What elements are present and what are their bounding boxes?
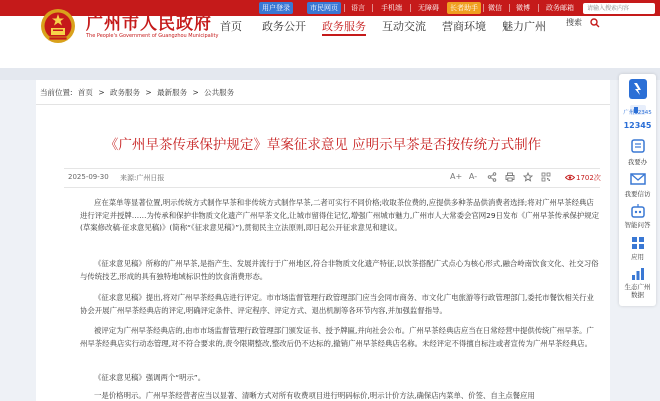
print-icon[interactable]	[505, 172, 515, 182]
national-emblem-icon[interactable]	[40, 7, 76, 45]
divider	[509, 4, 510, 12]
content-card	[36, 80, 610, 401]
sidebar-qa-label[interactable]: 智能问答	[624, 221, 651, 229]
search-icon[interactable]	[590, 18, 600, 28]
app-icon[interactable]	[628, 78, 648, 100]
divider	[538, 4, 539, 12]
article-paragraph: 《征求意见稿》强调两个“明示”。	[94, 373, 206, 382]
article-paragraph: 被评定为广州早茶经典店的,由市市场监督管理行政管理部门颁发证书、授予牌匾,并向社会公布。广州早茶经典店应当在日常经营中提供传统广州早茶。广州早茶经典店实行动态管理,对不符合要求的,责令限期整改,整改后仍不达标的,撤销广州早茶经典店名称。未经评定不得擅自标注或者宣传为广州早茶经典店。	[80, 326, 594, 348]
weibo-link[interactable]: 微博	[516, 4, 530, 12]
divider	[344, 4, 345, 12]
sidebar-data-label[interactable]: 生态广州数据	[624, 283, 651, 299]
breadcrumb-divider	[36, 104, 610, 105]
article-source: 来源:广州日报	[120, 174, 165, 182]
elder-mode-button[interactable]: 长者助手	[447, 2, 481, 14]
article-paragraph: 《征求意见稿》提出,将对广州早茶经典店进行评定。市市场监督管理行政管理部门应当会同市商务、市文化广电旅游等行政管理部门,委托市餐饮相关行业协会开展广州早茶经典店的评定,明确评定条件、评定程序、评定方式、退出机制等各环节内容,并加强监督指导。	[80, 293, 594, 315]
citizen-page-link[interactable]: 市民网页	[307, 2, 341, 14]
nav-interaction[interactable]: 互动交流	[382, 20, 426, 33]
apps-icon[interactable]	[628, 235, 648, 251]
breadcrumb	[40, 87, 237, 98]
nav-gov-services[interactable]: 政务服务	[322, 20, 366, 33]
nav-business-env[interactable]: 营商环境	[442, 20, 486, 33]
accessibility-link[interactable]: 无障碍	[418, 4, 439, 12]
divider	[372, 4, 373, 12]
article-paragraph: 《征求意见稿》所称的广州早茶,是指产生、发展并流行于广州地区,符合非物质文化遗产特征,以饮茶搭配广式点心为核心形式,融合岭南饮食文化、社交习俗与传统技艺,形成的具有独特地域标识性的饮食消费形态。	[80, 259, 599, 281]
top-search-input[interactable]: 请输入搜索内容	[583, 3, 655, 14]
article-title: 《广州早茶传承保护规定》草案征求意见 应明示早茶是否按传统方式制作	[104, 137, 542, 153]
wechat-link[interactable]: 微信	[488, 4, 502, 12]
qrcode-icon[interactable]	[541, 172, 551, 182]
favorite-icon[interactable]	[523, 172, 533, 182]
site-title[interactable]: 广州市人民政府	[86, 14, 212, 34]
data-icon[interactable]	[628, 266, 648, 282]
article-view-count: 1702次	[576, 174, 601, 182]
breadcrumb-separator: >	[98, 88, 105, 97]
nav-home[interactable]: 首页	[220, 20, 242, 33]
sidebar-hotline-title[interactable]: 广州12345	[623, 110, 652, 116]
breadcrumb-item-home[interactable]: 首页	[77, 88, 93, 97]
header-divider-band	[0, 68, 660, 80]
language-link[interactable]: 语言	[351, 4, 365, 12]
active-nav-indicator	[322, 34, 366, 36]
header-search-button[interactable]: 搜索	[566, 18, 582, 27]
breadcrumb-item-latest-services[interactable]: 最新服务	[157, 88, 188, 97]
site-subtitle: The People's Government of Guangzhou Municipality	[86, 33, 219, 39]
breadcrumb-separator: >	[145, 88, 152, 97]
breadcrumb-separator: >	[192, 88, 199, 97]
service-icon[interactable]	[628, 138, 648, 154]
divider	[483, 4, 484, 12]
sidebar-hotline-number[interactable]: 12345	[623, 121, 652, 130]
mobile-link[interactable]: 手机端	[381, 4, 402, 12]
petition-icon[interactable]	[628, 171, 648, 187]
breadcrumb-prefix: 当前位置:	[40, 88, 73, 97]
nav-charm-gz[interactable]: 魅力广州	[502, 20, 546, 33]
article-paragraph: 一是价格明示。广州早茶经营者应当以显著、清晰方式对所有收费项目进行明码标价,明示计价方法,确保店内菜单、价签、自主点餐应用	[94, 391, 535, 400]
divider	[410, 4, 411, 12]
user-login-link[interactable]: 用户登录	[259, 2, 293, 14]
font-increase-button[interactable]: A+	[450, 172, 463, 181]
gov-email-link[interactable]: 政务邮箱	[546, 4, 574, 12]
breadcrumb-item-gov-services[interactable]: 政务服务	[110, 88, 140, 97]
sidebar-petition-label[interactable]: 我要信访	[624, 190, 651, 198]
share-icon[interactable]	[487, 172, 497, 182]
article-date: 2025-09-30	[68, 173, 109, 181]
views-eye-icon	[565, 174, 575, 181]
robot-icon[interactable]	[628, 203, 648, 219]
font-decrease-button[interactable]: A-	[468, 172, 478, 181]
breadcrumb-item-public-services[interactable]: 公共服务	[204, 88, 235, 97]
sidebar-service-label[interactable]: 我要办	[627, 158, 648, 166]
sidebar-apps-label[interactable]: 应用	[631, 253, 644, 261]
article-paragraph: 应在菜单等显著位置,明示传统方式制作早茶和非传统方式制作早茶,二者可实行不同价格;收取茶位费的,应提供多种茶品供消费者选择;将对广州早茶经典店进行评定并授牌……为传承和保护非物质文化遗产广州早茶文化,让城市留得住记忆,增强广州城市魅力,广州市人大常委会官网29日发布《广州早茶传承保护规定(草案修改稿·征求意见稿)》(简称“《征求意见稿》”),贯彻民主立法原则,即日起公开征求意见和建议。	[80, 198, 600, 232]
nav-gov-affairs[interactable]: 政务公开	[262, 20, 306, 33]
